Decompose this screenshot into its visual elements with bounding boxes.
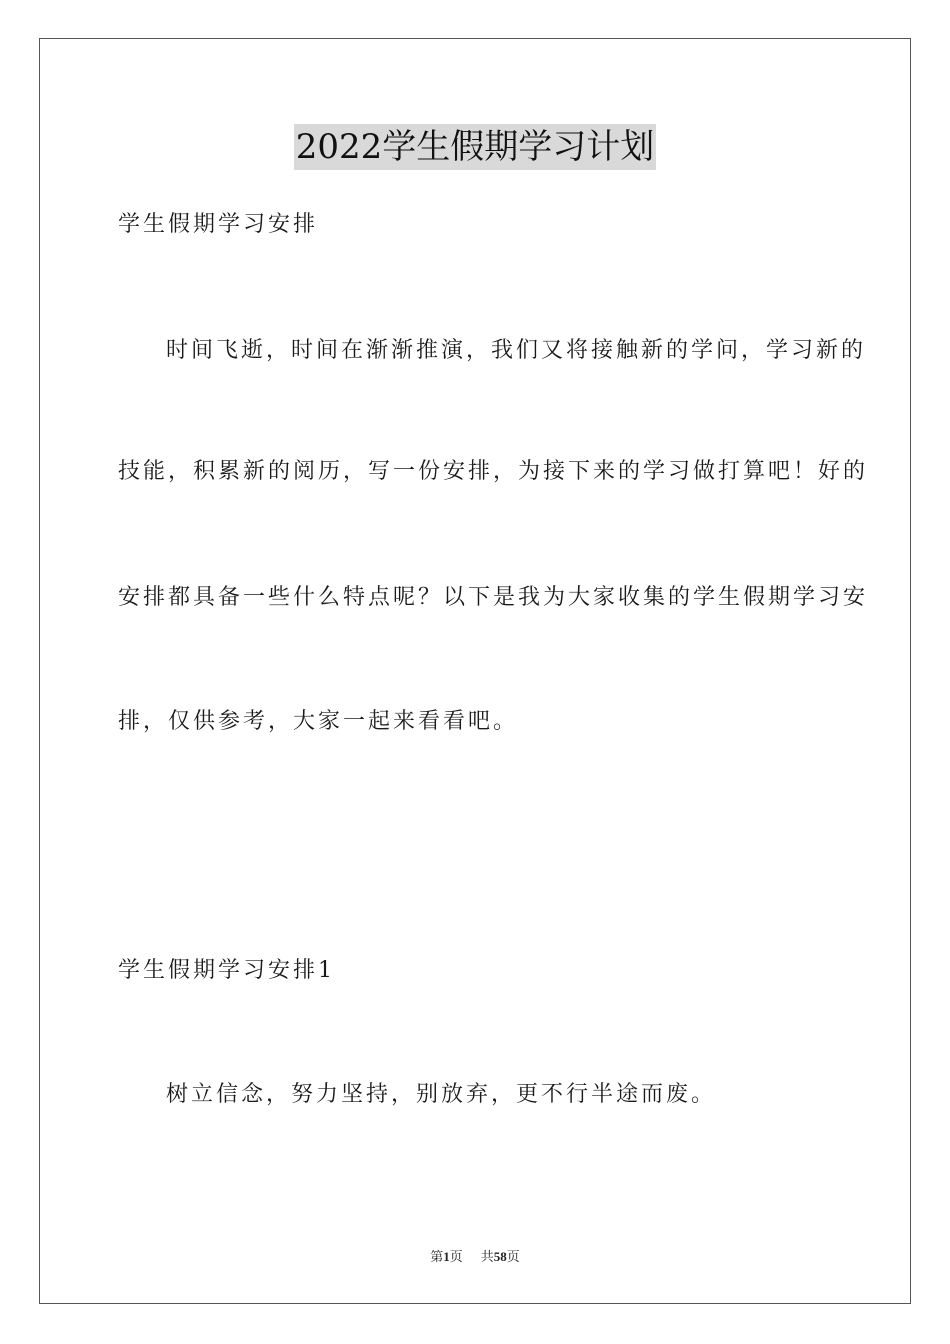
document-title-text: 2022学生假期学习计划 xyxy=(294,124,657,170)
page-suffix: 页 xyxy=(449,1249,463,1264)
document-title xyxy=(0,124,950,170)
page-footer xyxy=(0,1248,950,1266)
paragraph-line: 安排都具备一些什么特点呢？以下是我为大家收集的学生假期学习安 xyxy=(118,585,869,610)
section-heading: 学生假期学习安排 xyxy=(118,212,319,237)
page-number: 1 xyxy=(443,1249,450,1264)
paragraph-line: 时间飞逝，时间在渐渐推演，我们又将接触新的学问，学习新的 xyxy=(166,338,867,363)
section-heading: 学生假期学习安排1 xyxy=(118,958,335,983)
paragraph-line: 排，仅供参考，大家一起来看看吧。 xyxy=(118,709,519,734)
total-pages: 58 xyxy=(493,1249,507,1264)
total-prefix: 共 xyxy=(480,1249,494,1264)
paragraph-line: 树立信念，努力坚持，别放弃，更不行半途而废。 xyxy=(166,1082,717,1107)
page-prefix: 第 xyxy=(430,1249,444,1264)
total-suffix: 页 xyxy=(506,1249,520,1264)
paragraph-line: 技能，积累新的阅历，写一份安排，为接下来的学习做打算吧！好的 xyxy=(118,459,869,484)
